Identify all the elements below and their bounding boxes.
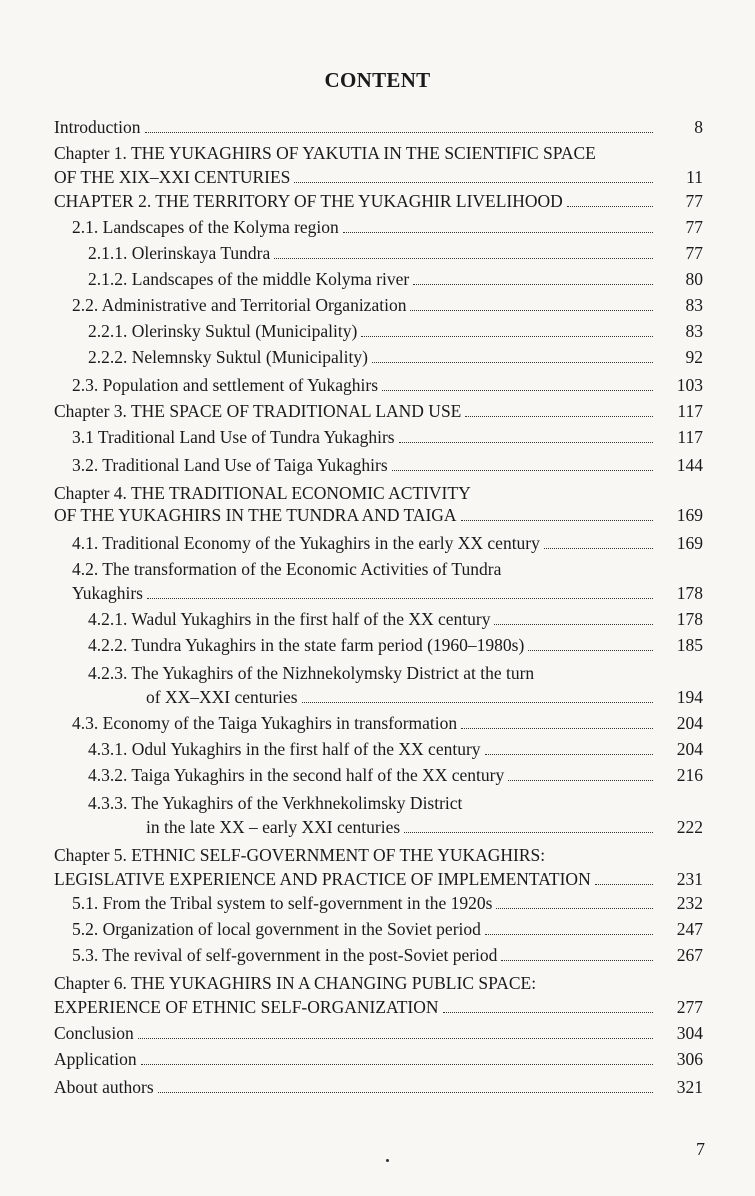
toc-entry[interactable] [72, 214, 703, 240]
dot-leader [410, 310, 653, 311]
dot-leader [461, 728, 653, 729]
dot-leader [382, 390, 653, 391]
toc-page-number: 77 [685, 191, 703, 211]
dot-leader [508, 780, 653, 781]
toc-entry[interactable] [88, 266, 703, 292]
toc-entry-title: Introduction [54, 117, 141, 137]
toc-page-number: 304 [676, 1023, 703, 1043]
dot-leader [461, 520, 653, 521]
toc-entry-title: 4.2.2. Tundra Yukaghirs in the state farm period (1960–1980s) [88, 635, 525, 655]
toc-entry-title: 4.3. Economy of the Taiga Yukaghirs in transformation [72, 713, 458, 733]
toc-entry-title: 2.2.1. Olerinsky Suktul (Municipality) [88, 321, 358, 341]
toc-entry[interactable] [54, 398, 703, 424]
toc-entry-line: Chapter 4. THE TRADITIONAL ECONOMIC ACTIVITY [54, 483, 471, 503]
toc-page-number: 169 [676, 505, 703, 525]
dot-leader [158, 1092, 653, 1093]
toc-entry-title: 2.3. Population and settlement of Yukaghirs [72, 375, 379, 395]
toc-page-number: 216 [676, 765, 703, 785]
toc-entry-title: Application [54, 1049, 137, 1069]
dot-leader [399, 442, 653, 443]
toc-entry-title: 2.2. Administrative and Territorial Organization [72, 295, 407, 315]
dot-leader [485, 934, 653, 935]
toc-entry-title: 3.1 Traditional Land Use of Tundra Yukaghirs [72, 427, 395, 447]
toc-entry[interactable] [54, 994, 703, 1020]
dot-leader [496, 908, 653, 909]
toc-entry-title: 2.1.2. Landscapes of the middle Kolyma river [88, 269, 410, 289]
toc-entry-title: CHAPTER 2. THE TERRITORY OF THE YUKAGHIR LIVELIHOOD [54, 191, 563, 211]
toc-page-number: 194 [676, 687, 703, 707]
toc-page-number: 83 [685, 295, 703, 315]
dot-leader [413, 284, 653, 285]
toc-entry[interactable] [54, 164, 703, 190]
toc-entry[interactable] [88, 344, 703, 370]
toc-page-number: 83 [685, 321, 703, 341]
dot-leader [274, 258, 653, 259]
dot-leader [595, 884, 653, 885]
toc-entry[interactable] [88, 632, 703, 658]
toc-entry-line: Chapter 6. THE YUKAGHIRS IN A CHANGING PUBLIC SPACE: [54, 973, 537, 993]
toc-entry[interactable] [146, 684, 703, 710]
toc-entry[interactable] [72, 890, 703, 916]
dot-leader [567, 206, 653, 207]
toc-entry-line: Chapter 1. THE YUKAGHIRS OF YAKUTIA IN THE SCIENTIFIC SPACE [54, 143, 596, 163]
toc-page-number: 204 [676, 713, 703, 733]
toc-entry-title: 4.3.1. Odul Yukaghirs in the first half of the XX century [88, 739, 481, 759]
dot-leader [343, 232, 653, 233]
page-title: CONTENT [324, 68, 431, 92]
dot-leader [404, 832, 653, 833]
dot-leader [443, 1012, 654, 1013]
toc-page-number: 321 [676, 1077, 703, 1097]
dot-leader [372, 362, 653, 363]
print-speck [386, 1159, 389, 1162]
toc-entry[interactable] [72, 372, 703, 398]
toc-entry-title: Chapter 3. THE SPACE OF TRADITIONAL LAND USE [54, 401, 462, 421]
toc-entry[interactable] [72, 580, 703, 606]
dot-leader [147, 598, 653, 599]
toc-entry[interactable] [88, 318, 703, 344]
toc-entry[interactable] [72, 292, 703, 318]
toc-page-number: 117 [677, 427, 703, 447]
toc-entry-title: 4.1. Traditional Economy of the Yukaghirs in the early XX century [72, 533, 540, 553]
toc-entry[interactable] [54, 866, 703, 892]
dot-leader [294, 182, 653, 183]
toc-entry-title: 4.2.1. Wadul Yukaghirs in the first half of the XX century [88, 609, 491, 629]
toc-entry-line: Chapter 5. ETHNIC SELF-GOVERNMENT OF THE YUKAGHIRS: [54, 845, 546, 865]
toc-page-number: 117 [677, 401, 703, 421]
toc-entry[interactable] [146, 814, 703, 840]
toc-entry[interactable] [54, 1020, 703, 1046]
toc-entry-line: 4.3.3. The Yukaghirs of the Verkhnekolimsky District [88, 793, 463, 813]
toc-page-number: 77 [685, 217, 703, 237]
toc-entry[interactable] [72, 452, 703, 478]
toc-entry-title: About authors [54, 1077, 154, 1097]
dot-leader [465, 416, 653, 417]
toc-page-number: 77 [685, 243, 703, 263]
dot-leader [544, 548, 653, 549]
toc-entry-title: LEGISLATIVE EXPERIENCE AND PRACTICE OF IMPLEMENTATION [54, 869, 591, 889]
toc-entry-title: 4.3.2. Taiga Yukaghirs in the second half of the XX century [88, 765, 505, 785]
toc-entry[interactable] [72, 916, 703, 942]
toc-entry-title: 5.3. The revival of self-government in the post-Soviet period [72, 945, 498, 965]
toc-page-number: 169 [676, 533, 703, 553]
dot-leader [302, 702, 653, 703]
toc-entry-title: Conclusion [54, 1023, 134, 1043]
toc-page-number: 277 [676, 997, 703, 1017]
toc-page-number: 204 [676, 739, 703, 759]
toc-entry-title: 2.2.2. Nelemnsky Suktul (Municipality) [88, 347, 368, 367]
toc-page-number: 178 [676, 583, 703, 603]
toc-entry[interactable] [72, 530, 703, 556]
dot-leader [138, 1038, 653, 1039]
toc-page-number: 185 [676, 635, 703, 655]
dot-leader [145, 132, 653, 133]
toc-page-number: 306 [676, 1049, 703, 1069]
toc-entry[interactable] [88, 606, 703, 632]
dot-leader [485, 754, 653, 755]
toc-entry-title: in the late XX – early XXI centuries [146, 817, 401, 837]
toc-page-number: 267 [676, 945, 703, 965]
page-number: 7 [696, 1139, 705, 1159]
toc-entry-title: 5.1. From the Tribal system to self-government in the 1920s [72, 893, 493, 913]
toc-entry-line: 4.2.3. The Yukaghirs of the Nizhnekolymsky District at the turn [88, 663, 535, 683]
toc-entry[interactable] [72, 710, 703, 736]
dot-leader [141, 1064, 653, 1065]
toc-entry-title: Yukaghirs [72, 583, 143, 603]
toc-page-number: 11 [686, 167, 703, 187]
toc-page-number: 222 [676, 817, 703, 837]
dot-leader [392, 470, 653, 471]
dot-leader [528, 650, 653, 651]
toc-entry-title: 3.2. Traditional Land Use of Taiga Yukaghirs [72, 455, 388, 475]
toc-entry[interactable] [72, 424, 703, 450]
toc-entry-title: 2.1. Landscapes of the Kolyma region [72, 217, 339, 237]
toc-page-number: 144 [676, 455, 703, 475]
toc-page-number: 178 [676, 609, 703, 629]
toc-entry-line: 4.2. The transformation of the Economic Activities of Tundra [72, 559, 502, 579]
toc-entry[interactable] [54, 1074, 703, 1100]
toc-entry[interactable] [54, 502, 703, 528]
toc-entry-title: of XX–XXI centuries [146, 687, 298, 707]
toc-entry-title: OF THE YUKAGHIRS IN THE TUNDRA AND TAIGA [54, 505, 457, 525]
toc-page-number: 92 [685, 347, 703, 367]
toc-entry[interactable] [72, 942, 703, 968]
toc-page-number: 231 [676, 869, 703, 889]
toc-page-number: 232 [676, 893, 703, 913]
toc-entry[interactable] [88, 762, 703, 788]
toc-entry-title: OF THE XIX–XXI CENTURIES [54, 167, 291, 187]
toc-page-number: 247 [676, 919, 703, 939]
dot-leader [361, 336, 653, 337]
dot-leader [494, 624, 653, 625]
toc-page-number: 80 [685, 269, 703, 289]
dot-leader [501, 960, 653, 961]
toc-entry[interactable] [88, 240, 703, 266]
toc-page-number: 8 [694, 117, 703, 137]
toc-entry[interactable] [54, 188, 703, 214]
toc-entry-title: 2.1.1. Olerinskaya Tundra [88, 243, 271, 263]
toc-entry-title: EXPERIENCE OF ETHNIC SELF-ORGANIZATION [54, 997, 439, 1017]
toc-page-number: 103 [676, 375, 703, 395]
toc-entry[interactable] [54, 1046, 703, 1072]
toc-entry-title: 5.2. Organization of local government in the Soviet period [72, 919, 481, 939]
toc-entry[interactable] [54, 114, 703, 140]
toc-entry[interactable] [88, 736, 703, 762]
